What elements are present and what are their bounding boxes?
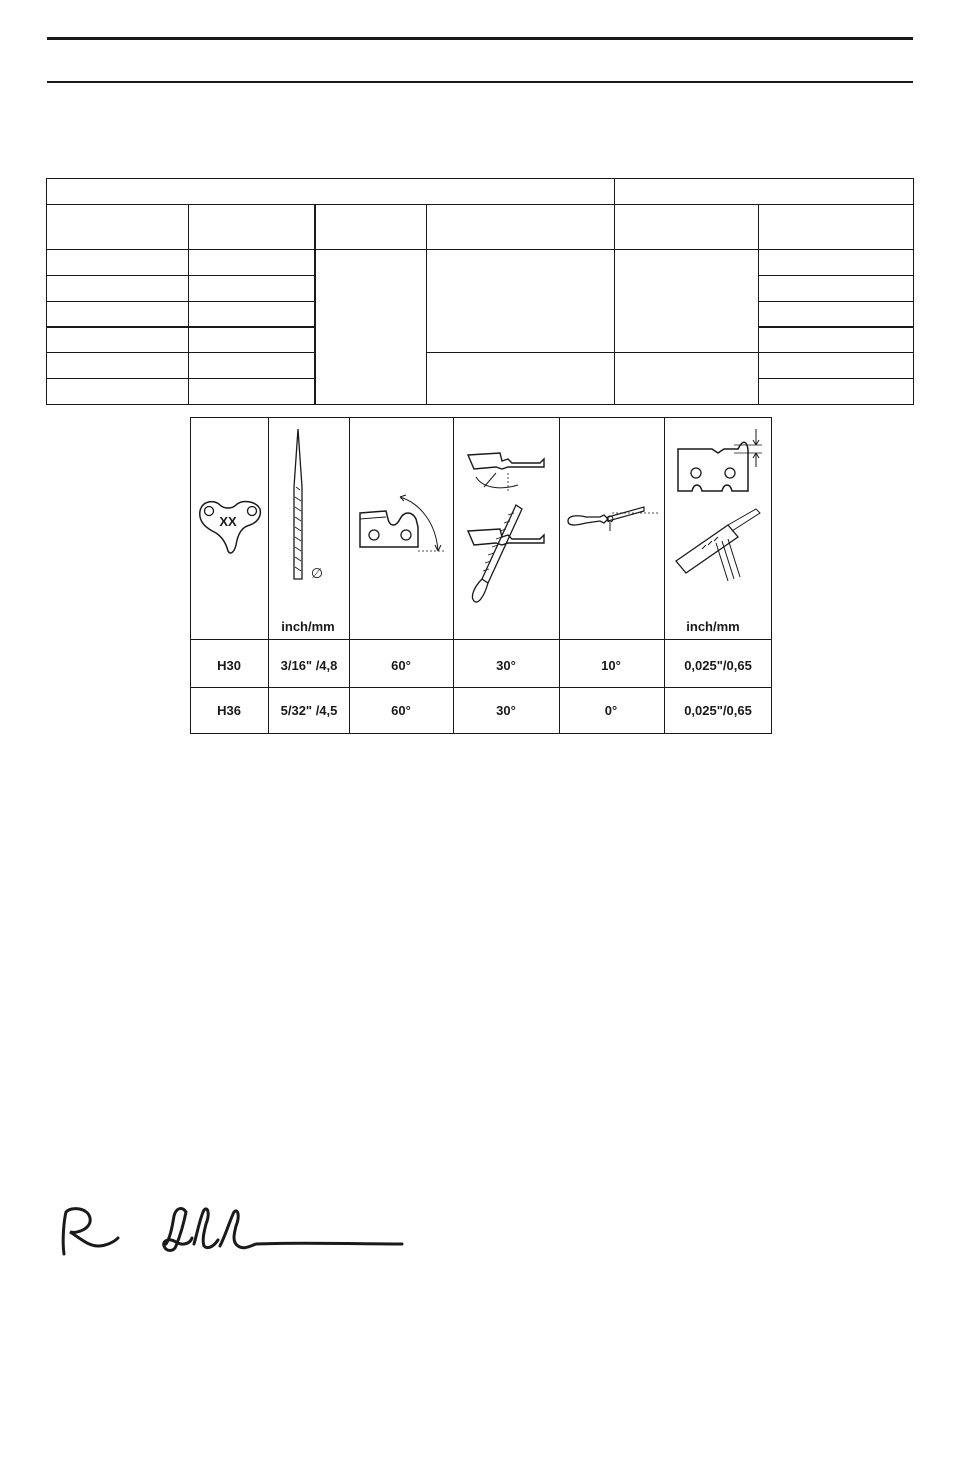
sharp-vline bbox=[268, 417, 269, 734]
file-angle-icon bbox=[564, 501, 664, 541]
round-file-icon bbox=[286, 427, 326, 583]
row1-top-plate-angle: 60° bbox=[391, 658, 411, 673]
spec-vline bbox=[426, 204, 427, 405]
sharp-hline bbox=[190, 639, 772, 640]
row2-side-plate-angle: 30° bbox=[496, 703, 516, 718]
row2-file-angle: 0° bbox=[604, 703, 618, 718]
row2-file-diameter: 5/32" /4,5 bbox=[280, 703, 338, 718]
spec-hline bbox=[46, 249, 914, 250]
spec-hline bbox=[46, 204, 914, 205]
row1-depth-gauge: 0,025"/0,65 bbox=[684, 658, 752, 673]
spec-hline bbox=[46, 378, 314, 379]
row2-depth-gauge: 0,025"/0,65 bbox=[684, 703, 752, 718]
side-plate-angle-icon bbox=[462, 447, 552, 607]
sharp-vline bbox=[559, 417, 560, 734]
spec-hline bbox=[758, 378, 914, 379]
row1-file-angle: 10° bbox=[601, 658, 621, 673]
depth-gauge-unit: inch/mm bbox=[686, 619, 740, 634]
row2-top-plate-angle: 60° bbox=[391, 703, 411, 718]
spec-hline bbox=[758, 275, 914, 276]
row1-file-diameter: 3/16" /4,8 bbox=[280, 658, 338, 673]
sharpening-table bbox=[190, 417, 772, 734]
row1-gauge: H30 bbox=[217, 658, 241, 673]
spec-vline bbox=[314, 204, 316, 405]
spec-hline bbox=[46, 301, 314, 302]
header-rule-bottom bbox=[47, 81, 913, 83]
top-plate-angle-icon bbox=[356, 489, 448, 559]
spec-vline bbox=[614, 178, 615, 405]
spec-hline bbox=[46, 275, 314, 276]
depth-gauge-icon bbox=[672, 421, 768, 585]
sharp-vline bbox=[349, 417, 350, 734]
sharp-vline bbox=[664, 417, 665, 734]
spec-hline bbox=[46, 326, 314, 328]
spec-hline bbox=[758, 326, 914, 328]
row2-gauge: H36 bbox=[217, 703, 241, 718]
row1-side-plate-angle: 30° bbox=[496, 658, 516, 673]
diameter-symbol: ∅ bbox=[310, 565, 324, 581]
spec-vline bbox=[758, 204, 759, 405]
sharp-hline bbox=[190, 687, 772, 688]
file-diameter-unit: inch/mm bbox=[281, 619, 335, 634]
header-rule-top bbox=[47, 37, 913, 40]
gauge-label: XX bbox=[219, 514, 237, 529]
spec-hline bbox=[758, 301, 914, 302]
signature bbox=[58, 1200, 408, 1265]
spec-vline bbox=[188, 204, 189, 405]
spec-table bbox=[46, 178, 914, 405]
spec-hline bbox=[46, 352, 314, 353]
spec-table-frame bbox=[46, 178, 914, 405]
sharp-vline bbox=[453, 417, 454, 734]
spec-hline bbox=[426, 352, 914, 353]
